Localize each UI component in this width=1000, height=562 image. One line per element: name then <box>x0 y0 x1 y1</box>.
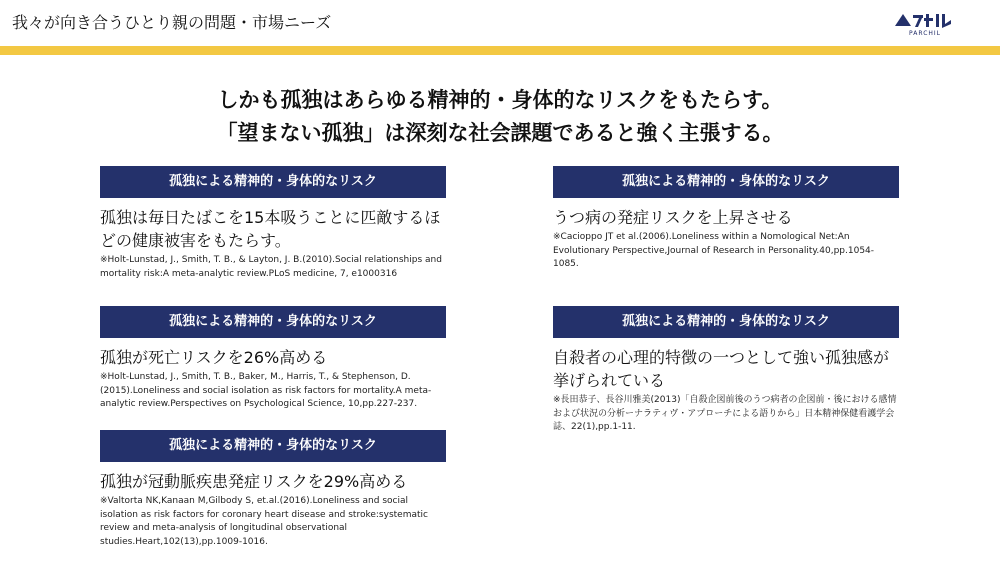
logo-mark-icon <box>893 10 957 30</box>
card-citation: ※Valtorta NK,Kanaan M,Gilbody S, et.al.(2016).Loneliness and social isolation as risk factors for coronary heart disease and stroke:systematic review and meta-analysis of longitudinal observational studies.Heart,102(13),pp.1009-1016. <box>100 496 428 547</box>
card-body: 孤独が死亡リスクを26%高める <box>100 348 328 367</box>
card-header: 孤独による精神的・身体的なリスク <box>100 166 446 198</box>
headline-line-1: しかも孤独はあらゆる精神的・身体的なリスクをもたらす。 <box>217 88 783 112</box>
parchil-logo <box>893 10 957 40</box>
card-header: 孤独による精神的・身体的なリスク <box>553 166 899 198</box>
card-citation: ※Holt-Lunstad, J., Smith, T. B., & Layton, J. B.(2010).Social relationships and mortality risk:A meta-analytic review.PLoS medicine, 7, e1000316 <box>100 255 442 279</box>
card-body: 孤独は毎日たばこを15本吸うことに匹敵するほどの健康被害をもたらす。 <box>100 208 441 250</box>
risk-card-depression <box>553 166 899 272</box>
accent-bar <box>0 46 1000 55</box>
card-citation: ※Cacioppo JT et al.(2006).Loneliness within a Nomological Net:An Evolutionary Perspective,Journal of Research in Personality.40,pp.1054-1085. <box>553 232 875 269</box>
page-title: 我々が向き合うひとり親の問題・市場ニーズ <box>12 13 332 32</box>
risk-card-mortality <box>100 306 446 412</box>
card-header: 孤独による精神的・身体的なリスク <box>100 306 446 338</box>
card-body: うつ病の発症リスクを上昇させる <box>553 208 793 227</box>
card-body: 孤独が冠動脈疾患発症リスクを29%高める <box>100 472 408 491</box>
card-citation: ※長田恭子、長谷川雅美(2013)「自殺企図前後のうつ病者の企図前・後における感情および状況の分析ーナラティヴ・アプローチによる語りから」日本精神保健看護学会誌、22(1),pp.1-11. <box>553 395 897 432</box>
logo-text: PARCHIL <box>908 30 942 37</box>
card-header: 孤独による精神的・身体的なリスク <box>553 306 899 338</box>
headline-line-2: 「望まない孤独」は深刻な社会課題であると強く主張する。 <box>216 121 784 145</box>
card-body: 自殺者の心理的特徴の一つとして強い孤独感が挙げられている <box>553 348 890 390</box>
card-header: 孤独による精神的・身体的なリスク <box>100 430 446 462</box>
risk-card-suicide <box>553 306 899 435</box>
risk-card-tobacco <box>100 166 446 281</box>
card-citation: ※Holt-Lunstad, J., Smith, T. B., Baker, M., Harris, T., & Stephenson, D.(2015).Loneliness and social isolation as risk factors for mortality.A meta-analytic review.Perspectives on Psychological Science, 10,pp.227-237. <box>100 372 432 409</box>
risk-card-coronary <box>100 430 446 549</box>
